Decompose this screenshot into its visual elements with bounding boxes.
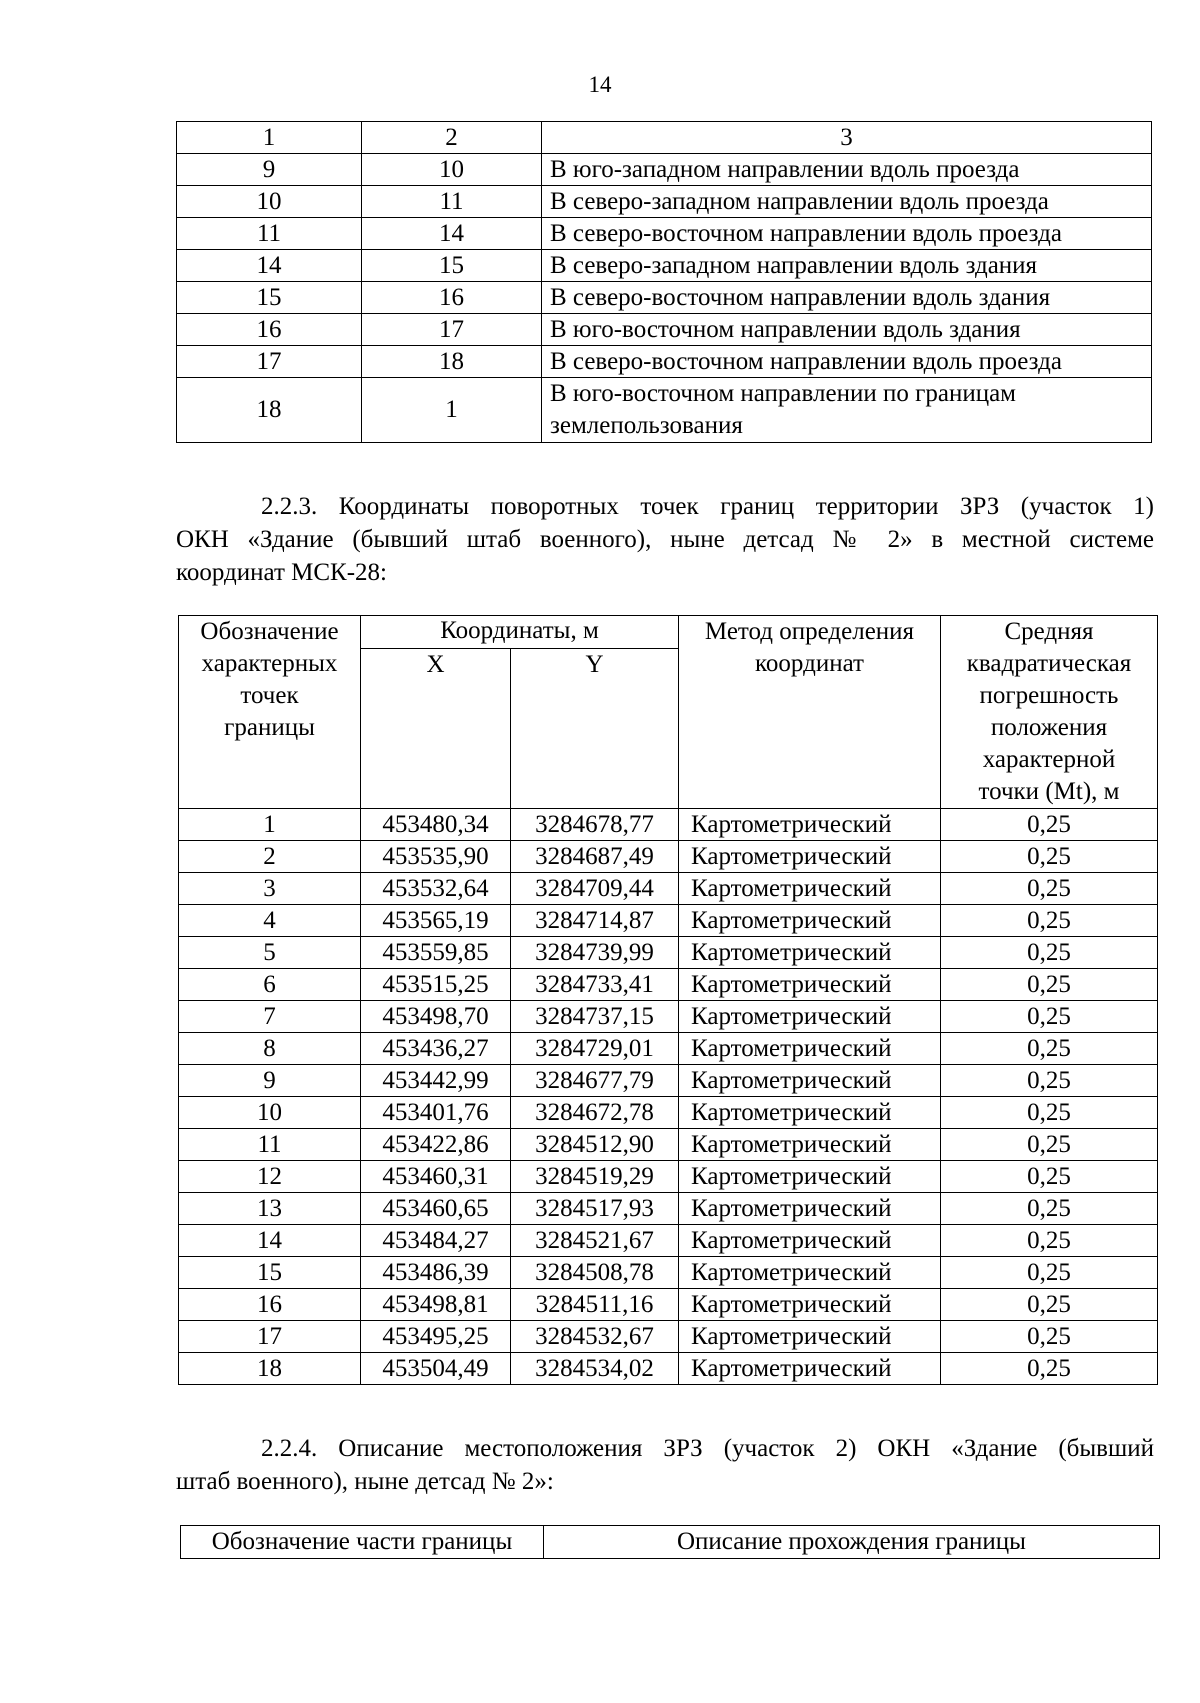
coordinate-y: 3284532,67 [511,1321,679,1353]
table-row [177,282,1152,314]
table-row [179,937,1158,969]
coordinate-x: 453535,90 [361,841,511,873]
determination-method: Картометрический [679,1033,941,1065]
coordinate-y: 3284714,87 [511,905,679,937]
segment-to: 1 [362,378,542,443]
header-line: характерной [982,746,1116,773]
segment-description: В юго-западном направлении вдоль проезда [542,154,1152,186]
coordinate-y: 3284733,41 [511,969,679,1001]
coordinate-x: 453460,31 [361,1161,511,1193]
point-number: 15 [179,1257,361,1289]
point-number: 3 [179,873,361,905]
column-header: 3 [542,122,1152,154]
header-coordinates: Координаты, м [361,616,679,649]
segment-from: 15 [177,282,362,314]
segment-description-line: землепользования [550,412,743,439]
header-line: Средняя [1004,618,1094,645]
point-number: 17 [179,1321,361,1353]
header-line: положения [990,714,1108,741]
mean-square-error: 0,25 [941,841,1158,873]
determination-method: Картометрический [679,873,941,905]
determination-method: Картометрический [679,937,941,969]
table-row [179,1321,1158,1353]
paragraph-line: ОКН «Здание (бывший штаб военного), ныне детсад № 2» в местной системе [176,526,1154,553]
segment-description: В северо-восточном направлении вдоль проезда [542,218,1152,250]
segment-from: 11 [177,218,362,250]
table-row [179,873,1158,905]
page-number: 14 [588,72,612,97]
table-row [179,1257,1158,1289]
column-header: Обозначение части границы [181,1526,544,1559]
table-row [177,314,1152,346]
table-row [179,1353,1158,1385]
segment-to: 16 [362,282,542,314]
table-row [179,1129,1158,1161]
header-line: точек [240,682,299,709]
header-line: характерных [201,650,338,677]
point-number: 11 [179,1129,361,1161]
table-header-row [181,1526,1160,1559]
point-number: 16 [179,1289,361,1321]
header-designation [179,616,361,809]
segment-description: В северо-восточном направлении вдоль проезда [542,346,1152,378]
table-row [179,1289,1158,1321]
paragraph-line: 2.2.4. Описание местоположения ЗРЗ (участок 2) ОКН «Здание (бывший [261,1435,1154,1462]
coordinate-x: 453484,27 [361,1225,511,1257]
coordinate-x: 453532,64 [361,873,511,905]
coordinate-y: 3284517,93 [511,1193,679,1225]
point-number: 1 [179,809,361,841]
mean-square-error: 0,25 [941,809,1158,841]
table-row [179,841,1158,873]
determination-method: Картометрический [679,1257,941,1289]
coordinate-x: 453442,99 [361,1065,511,1097]
point-number: 4 [179,905,361,937]
coordinate-x: 453486,39 [361,1257,511,1289]
segment-to: 11 [362,186,542,218]
determination-method: Картометрический [679,841,941,873]
coordinate-x: 453495,25 [361,1321,511,1353]
coordinate-x: 453422,86 [361,1129,511,1161]
table-row [177,346,1152,378]
determination-method: Картометрический [679,809,941,841]
mean-square-error: 0,25 [941,1001,1158,1033]
header-x: X [361,648,511,808]
coordinate-y: 3284521,67 [511,1225,679,1257]
coordinate-x: 453515,25 [361,969,511,1001]
header-line: Обозначение [200,618,339,645]
paragraph-line: штаб военного), ныне детсад № 2»: [176,1468,554,1495]
mean-square-error: 0,25 [941,1193,1158,1225]
coordinate-y: 3284687,49 [511,841,679,873]
header-error [941,616,1158,809]
segment-description-line: В юго-восточном направлении по границам [550,380,1016,407]
header-y: Y [511,648,679,808]
coordinate-y: 3284729,01 [511,1033,679,1065]
coordinate-x: 453498,81 [361,1289,511,1321]
mean-square-error: 0,25 [941,1289,1158,1321]
coordinate-x: 453460,65 [361,1193,511,1225]
column-header: Описание прохождения границы [544,1526,1160,1559]
coordinates-table [178,615,1158,1385]
coordinate-x: 453436,27 [361,1033,511,1065]
coordinate-x: 453559,85 [361,937,511,969]
coordinate-x: 453565,19 [361,905,511,937]
table-row [177,154,1152,186]
table-row [177,186,1152,218]
table-row [179,1225,1158,1257]
mean-square-error: 0,25 [941,937,1158,969]
coordinate-y: 3284678,77 [511,809,679,841]
segment-from: 14 [177,250,362,282]
table-row [179,1161,1158,1193]
determination-method: Картометрический [679,1065,941,1097]
point-number: 9 [179,1065,361,1097]
mean-square-error: 0,25 [941,1353,1158,1385]
point-number: 2 [179,841,361,873]
section-2-2-3-paragraph [176,490,1154,589]
boundary-description-table [180,1525,1160,1559]
table-row [179,809,1158,841]
mean-square-error: 0,25 [941,1065,1158,1097]
mean-square-error: 0,25 [941,1033,1158,1065]
header-line: границы [224,714,315,741]
determination-method: Картометрический [679,1193,941,1225]
segment-description: В юго-восточном направлении вдоль здания [542,314,1152,346]
coordinate-x: 453504,49 [361,1353,511,1385]
mean-square-error: 0,25 [941,873,1158,905]
determination-method: Картометрический [679,1321,941,1353]
table-row [177,250,1152,282]
coordinate-y: 3284672,78 [511,1097,679,1129]
determination-method: Картометрический [679,905,941,937]
segment-to: 14 [362,218,542,250]
determination-method: Картометрический [679,1001,941,1033]
paragraph-line: 2.2.3. Координаты поворотных точек границ территории ЗРЗ (участок 1) [261,493,1154,520]
segment-from: 10 [177,186,362,218]
section-2-2-4-paragraph [176,1432,1154,1498]
determination-method: Картометрический [679,1289,941,1321]
point-number: 8 [179,1033,361,1065]
coordinate-x: 453498,70 [361,1001,511,1033]
point-number: 5 [179,937,361,969]
header-line: координат [755,650,864,677]
point-number: 7 [179,1001,361,1033]
determination-method: Картометрический [679,1161,941,1193]
table-row [179,1065,1158,1097]
segment-from: 16 [177,314,362,346]
mean-square-error: 0,25 [941,1129,1158,1161]
table-header-row [177,122,1152,154]
column-header: 1 [177,122,362,154]
segment-from: 9 [177,154,362,186]
header-line: квадратическая [966,650,1132,677]
table-header-row [179,616,1158,649]
point-number: 10 [179,1097,361,1129]
coordinate-y: 3284508,78 [511,1257,679,1289]
segment-to: 10 [362,154,542,186]
coordinate-y: 3284739,99 [511,937,679,969]
mean-square-error: 0,25 [941,1161,1158,1193]
segment-from: 17 [177,346,362,378]
coordinate-x: 453480,34 [361,809,511,841]
coordinate-x: 453401,76 [361,1097,511,1129]
paragraph-line: координат МСК-28: [176,559,387,586]
coordinate-y: 3284737,15 [511,1001,679,1033]
segment-to: 17 [362,314,542,346]
header-line: Метод определения [704,618,915,645]
header-line: точки (Mt), м [978,778,1120,805]
segment-description [542,378,1152,443]
mean-square-error: 0,25 [941,969,1158,1001]
segment-to: 18 [362,346,542,378]
point-number: 14 [179,1225,361,1257]
boundary-segments-table [176,121,1152,443]
table-row [179,1193,1158,1225]
determination-method: Картометрический [679,1353,941,1385]
table-row [179,1033,1158,1065]
segment-description: В северо-восточном направлении вдоль здания [542,282,1152,314]
column-header: 2 [362,122,542,154]
coordinate-y: 3284512,90 [511,1129,679,1161]
point-number: 13 [179,1193,361,1225]
coordinate-y: 3284677,79 [511,1065,679,1097]
segment-from: 18 [177,378,362,443]
mean-square-error: 0,25 [941,1321,1158,1353]
table-row [177,378,1152,443]
determination-method: Картометрический [679,1225,941,1257]
point-number: 18 [179,1353,361,1385]
table-row [177,218,1152,250]
mean-square-error: 0,25 [941,1097,1158,1129]
determination-method: Картометрический [679,969,941,1001]
table-row [179,905,1158,937]
mean-square-error: 0,25 [941,1225,1158,1257]
header-method [679,616,941,809]
segment-description: В северо-западном направлении вдоль проезда [542,186,1152,218]
mean-square-error: 0,25 [941,1257,1158,1289]
table-row [179,1097,1158,1129]
segment-to: 15 [362,250,542,282]
coordinate-y: 3284519,29 [511,1161,679,1193]
coordinate-y: 3284511,16 [511,1289,679,1321]
coordinate-y: 3284709,44 [511,873,679,905]
determination-method: Картометрический [679,1129,941,1161]
point-number: 12 [179,1161,361,1193]
header-line: погрешность [979,682,1119,709]
table-row [179,1001,1158,1033]
coordinate-y: 3284534,02 [511,1353,679,1385]
mean-square-error: 0,25 [941,905,1158,937]
segment-description: В северо-западном направлении вдоль здания [542,250,1152,282]
table-row [179,969,1158,1001]
point-number: 6 [179,969,361,1001]
determination-method: Картометрический [679,1097,941,1129]
